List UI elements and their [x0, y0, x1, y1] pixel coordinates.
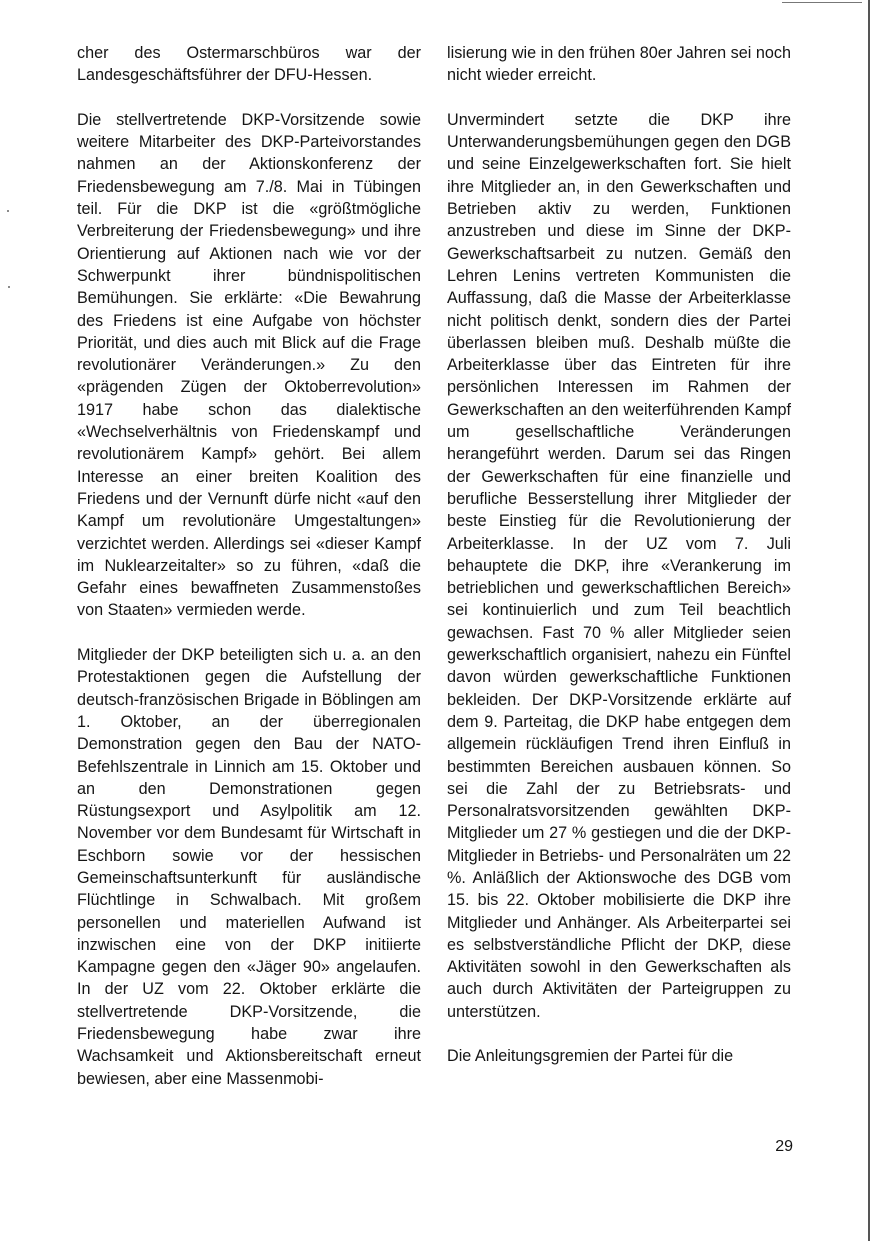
- paragraph: lisierung wie in den frühen 80er Jahren sei noch nicht wieder erreicht.: [447, 44, 791, 85]
- paragraph: Unvermindert setzte die DKP ihre Unterwanderungsbemühungen gegen den DGB und seine Einzelgewerkschaften fort. Sie hielt ihre Mitglieder an, in den Gewerkschaften und Betrieben aktiv zu werden, Funktionen anzustreben und diese im Sinne der DKP-Gewerkschaftsarbeit zu nutzen. Gemäß den Lehren Lenins vertreten Kommunisten die Auffassung, daß die Masse der Arbeiterklasse nicht politisch denkt, sondern dies der Partei überlassen bleiben muß. Deshalb müßte die Arbeiterklasse über das Eintreten für ihre persönlichen Interessen im Rahmen der Gewerkschaften an den weiterführenden Kampf um gesellschaftliche Veränderungen herangeführt werden. Darum sei das Ringen der Gewerkschaften für eine finanzielle und berufliche Besserstellung ihrer Mitglieder der beste Einstieg für die Revolutionierung der Arbeiterklasse. In der UZ vom 7. Juli behauptete die DKP, ihre «Verankerung im betrieblichen und gewerkschaftlichen Bereich» sei kontinuierlich und zum Teil beachtlich gewachsen. Fast 70 % aller Mitglieder seien gewerkschaftlich organisiert, nahezu ein Fünftel davon würden gewerkschaftliche Funktionen bekleiden. Der DKP-Vorsitzende erklärte auf dem 9. Parteitag, die DKP habe entgegen dem allgemein rückläufigen Trend ihren Einfluß in bestimmten Bereichen ausbauen können. So sei die Zahl der zu Betriebsrats- und Personalratsvorsitzenden gewählten DKP-Mitglieder um 27 % gestiegen und die der DKP-Mitglieder in Betriebs- und Personalräten um 22 %. Anläßlich der Aktionswoche des DGB vom 15. bis 22. Oktober mobilisierte die DKP ihre Mitglieder und Anhänger. Als Arbeiterpartei sei es selbstverständliche Pflicht der DKP, diese Aktivitäten sowohl in den Gewerkschaften als auch durch Aktivitäten der Parteigruppen zu unterstützen.: [447, 110, 791, 1021]
- paragraph: Die Anleitungsgremien der Partei für die: [447, 1047, 734, 1066]
- left-column: [77, 42, 421, 1090]
- scan-edge-right-rule: [868, 0, 870, 1241]
- paragraph: cher des Ostermarschbüros war der Landesgeschäftsführer der DFU-Hessen.: [77, 44, 421, 85]
- scan-speck: [8, 286, 10, 288]
- page-number: 29: [775, 1138, 793, 1155]
- paragraph: Die stellvertretende DKP-Vorsitzende sowie weitere Mitarbeiter des DKP-Parteivorstandes nahmen an der Aktionskonferenz der Friedensbewegung am 7./8. Mai in Tübingen teil. Für die DKP ist die «größtmögliche Verbreiterung der Friedensbewegung» und ihre Orientierung auf Aktionen nach wie vor der Schwerpunkt ihrer bündnispolitischen Bemühungen. Sie erklärte: «Die Bewahrung des Friedens ist eine Aufgabe von höchster Priorität, und dies auch mit Blick auf die Frage revolutionärer Veränderungen.» Zu den «prägenden Zügen der Oktoberrevolution» 1917 habe schon das dialektische «Wechselverhältnis von Friedenskampf und revolutionärem Kampf» gehört. Bei allem Interesse an einer breiten Koalition des Friedens und der Vernunft dürfe nicht «auf den Kampf um revolutionäre Umgestaltungen» verzichtet werden. Allerdings sei «dieser Kampf im Nuklearzeitalter» so zu führen, «daß die Gefahr eines bewaffneten Zusammenstoßes von Staaten» vermieden werde.: [77, 110, 421, 620]
- scan-edge-top-rule: [782, 2, 862, 3]
- paragraph: Mitglieder der DKP beteiligten sich u. a. an den Protestaktionen gegen die Aufstellung der deutsch-französischen Brigade in Böblingen am 1. Oktober, an der überregionalen Demonstration gegen den Bau der NATO-Befehlszentrale in Linnich am 15. Oktober und an den Demonstrationen gegen Rüstungsexport und Asylpolitik am 12. November vor dem Bundesamt für Wirtschaft in Eschborn sowie vor der hessischen Gemeinschaftsunterkunft für ausländische Flüchtlinge in Schwalbach. Mit großem personellen und materiellen Aufwand ist inzwischen eine von der DKP initiierte Kampagne gegen den «Jäger 90» angelaufen. In der UZ vom 22. Oktober erklärte die stellvertretende DKP-Vorsitzende, die Friedensbewegung habe zwar ihre Wachsamkeit und Aktionsbereitschaft erneut bewiesen, aber eine Massenmobi-: [77, 646, 421, 1088]
- scan-speck: [7, 210, 9, 212]
- right-column: [447, 42, 791, 1068]
